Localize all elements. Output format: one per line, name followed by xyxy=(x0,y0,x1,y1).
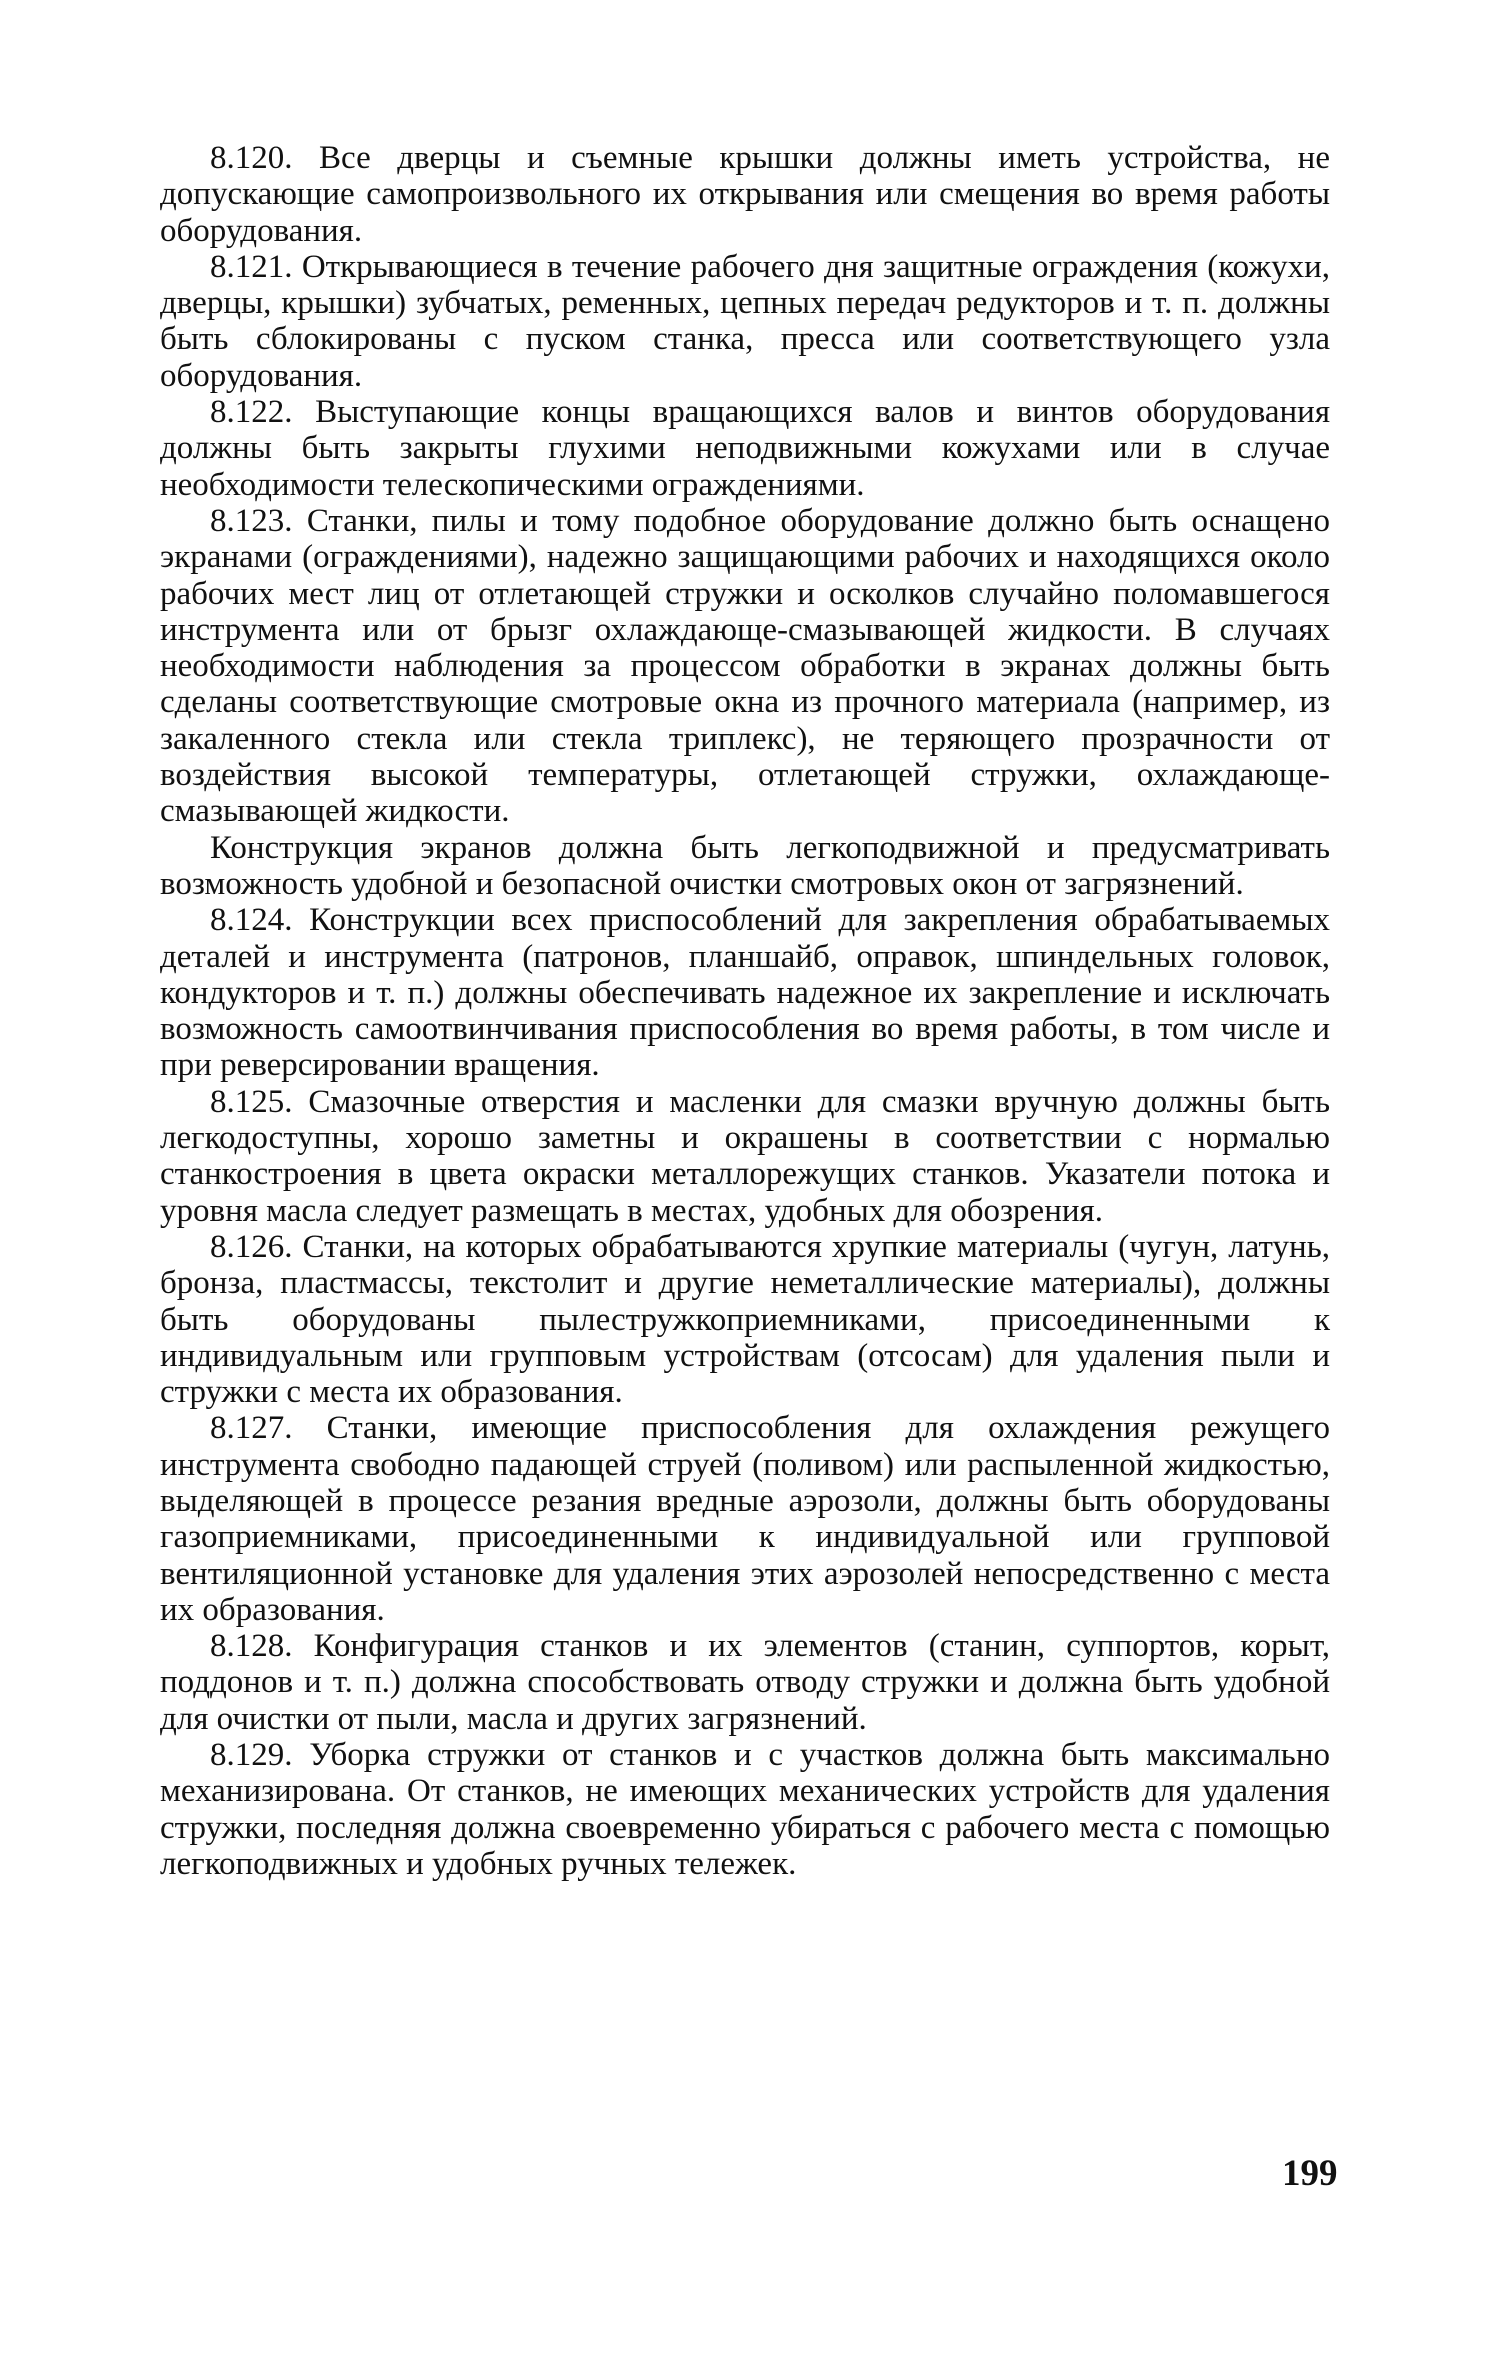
paragraph-number: 8.123. xyxy=(210,502,293,539)
paragraph-number: 8.122. xyxy=(210,394,293,431)
paragraph-text: Смазочные отверстия и масленки для смазки вручную должны быть легкодоступны, хорошо заметны и окрашены в соответствии с нормалью станкостроения в цвета окраски металлорежущих станков. Указатели потока и уровня масла следует размещать в местах, удобных для обозрения. xyxy=(160,1083,1330,1229)
paragraph-8-120 xyxy=(160,140,1330,249)
paragraph-number: 8.127. xyxy=(210,1410,293,1447)
paragraph-text: Конструкция экранов должна быть легкоподвижной и предусматривать возможность удобной и безопасной очистки смотровых окон от загрязнений. xyxy=(160,829,1330,902)
paragraph-number: 8.129. xyxy=(210,1737,293,1774)
paragraph-8-125 xyxy=(160,1084,1330,1229)
paragraph-8-122 xyxy=(160,394,1330,503)
paragraph-8-121 xyxy=(160,249,1330,394)
page-number: 199 xyxy=(1282,2153,1338,2194)
document-body xyxy=(160,140,1330,1882)
paragraph-8-123-continued xyxy=(160,830,1330,903)
paragraph-8-126 xyxy=(160,1229,1330,1410)
paragraph-8-128 xyxy=(160,1628,1330,1737)
paragraph-text: Конфигурация станков и их элементов (станин, суппортов, корыт, поддонов и т. п.) должна способствовать отводу стружки и должна быть удобной для очистки от пыли, масла и других загрязнений. xyxy=(160,1628,1331,1737)
paragraph-number: 8.124. xyxy=(210,902,293,939)
paragraph-text: Конструкции всех приспособлений для закрепления обрабатываемых деталей и инструмента (патронов, планшайб, оправок, шпиндельных головок, кондукторов и т. п.) должны обеспечивать надежное их закрепление и исключать возможность самоотвинчивания приспособления во время работы, в том числе и при реверсировании вращения. xyxy=(160,902,1330,1084)
paragraph-8-129 xyxy=(160,1737,1330,1882)
paragraph-text: Все дверцы и съемные крышки должны иметь устройства, не допускающие самопроизвольного их открывания или смещения во время работы оборудования. xyxy=(160,140,1330,249)
paragraph-8-127 xyxy=(160,1410,1330,1628)
paragraph-number: 8.120. xyxy=(210,140,293,176)
paragraph-8-123 xyxy=(160,503,1330,830)
paragraph-number: 8.126. xyxy=(210,1228,293,1265)
paragraph-number: 8.125. xyxy=(210,1083,293,1120)
paragraph-number: 8.128. xyxy=(210,1628,293,1665)
paragraph-text: Станки, на которых обрабатываются хрупкие материалы (чугун, латунь, бронза, пластмассы, текстолит и другие неметаллические материалы), должны быть оборудованы пылестружкоприемниками, присоединенными к индивидуальным или групповым устройствам (отсосам) для удаления пыли и стружки с места их образования. xyxy=(160,1228,1330,1411)
paragraph-number: 8.121. xyxy=(210,248,293,285)
paragraph-text: Открывающиеся в течение рабочего дня защитные ограждения (кожухи, дверцы, крышки) зубчатых, ременных, цепных передач редукторов и т. п. должны быть сблокированы с пуском станка, пресса или соответствующего узла оборудования. xyxy=(160,248,1330,394)
paragraph-text: Станки, пилы и тому подобное оборудование должно быть оснащено экранами (ограждениями), надежно защищающими рабочих и находящихся около рабочих мест лиц от отлетающей стружки и осколков случайно поломавшегося инструмента или от брызг охлаждающе-смазывающей жидкости. В случаях необходимости наблюдения за процессом обработки в экранах должны быть сделаны соответствующие смотровые окна из прочного материала (например, из закаленного стекла или стекла триплекс), не теряющего прозрачности от воздействия высокой температуры, отлетающей стружки, охлаждающе-смазывающей жидкости. xyxy=(160,502,1330,830)
paragraph-text: Станки, имеющие приспособления для охлаждения режущего инструмента свободно падающей струей (поливом) или распыленной жидкостью, выделяющей в процессе резания вредные аэрозоли, должны быть оборудованы газоприемниками, присоединенными к индивидуальной или групповой вентиляционной установке для удаления этих аэрозолей непосредственно с места их образования. xyxy=(160,1410,1330,1628)
paragraph-text: Выступающие концы вращающихся валов и винтов оборудования должны быть закрыты глухими неподвижными кожухами или в случае необходимости телескопическими ограждениями. xyxy=(160,394,1330,503)
paragraph-text: Уборка стружки от станков и с участков должна быть максимально механизирована. От станков, не имеющих механических устройств для удаления стружки, последняя должна своевременно убираться с рабочего места с помощью легкоподвижных и удобных ручных тележек. xyxy=(160,1737,1331,1882)
paragraph-8-124 xyxy=(160,902,1330,1083)
